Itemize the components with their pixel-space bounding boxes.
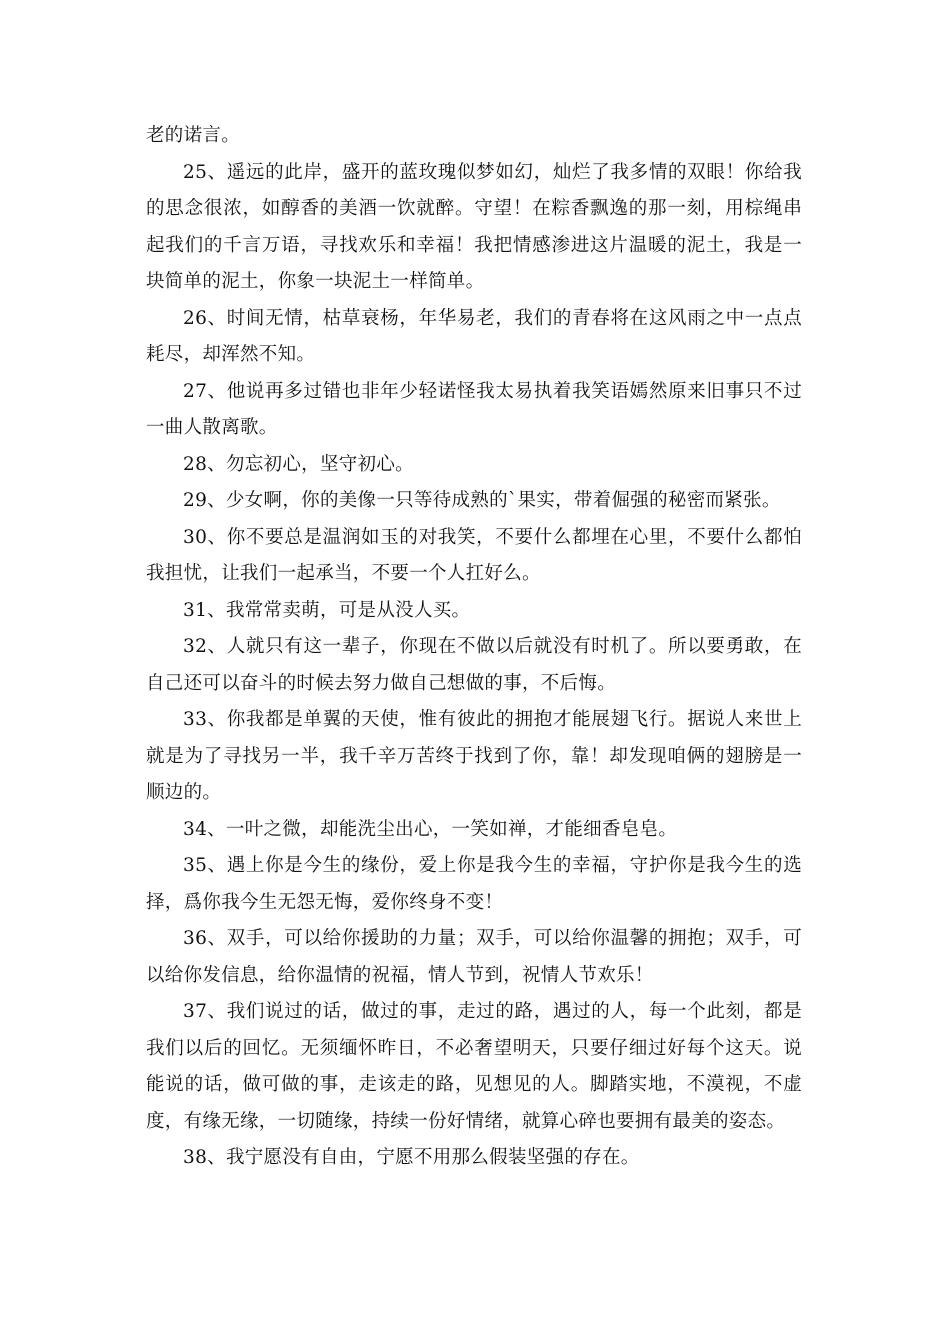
paragraph-continuation: 老的诺言。	[146, 125, 241, 146]
paragraph-31: 31、我常常卖萌，可是从没人买。	[183, 599, 471, 621]
paragraph-34: 34、一叶之微，却能洗尘出心，一笑如禅，才能细香皂皂。	[183, 818, 678, 840]
paragraph-29: 29、少女啊，你的美像一只等待成熟的`果实，带着倔强的秘密而紧张。	[183, 490, 781, 511]
paragraph-30: 30、你不要总是温润如玉的对我笑，不要什么都埋在心里，不要什么都怕我担忧，让我们一起承当，不要一个人扛好么。	[146, 526, 802, 584]
paragraph-36: 36、双手，可以给你援助的力量；双手，可以给你温馨的拥抱；双手，可以给你发信息，给你温情的祝福，情人节到，祝情人节欢乐！	[146, 928, 802, 986]
paragraph-32: 32、人就只有这一辈子，你现在不做以后就没有时机了。所以要勇敢，在自己还可以奋斗的时候去努力做自己想做的事，不后悔。	[146, 636, 802, 694]
paragraph-25: 25、遥远的此岸，盛开的蓝玫瑰似梦如幻，灿烂了我多情的双眼！你给我的思念很浓，如醇香的美酒一饮就醉。守望！在粽香飘逸的那一刻，用棕绳串起我们的千言万语，寻找欢乐和幸福！我把情感渗进这片温暖的泥土，我是一块简单的泥土，你象一块泥土一样简单。	[146, 161, 802, 292]
paragraph-33: 33、你我都是单翼的天使，惟有彼此的拥抱才能展翅飞行。据说人来世上就是为了寻找另一半，我千辛万苦终于找到了你，靠！却发现咱俩的翅膀是一顺边的。	[146, 709, 802, 803]
document-body	[146, 118, 802, 1177]
paragraph-35: 35、遇上你是今生的缘份，爱上你是我今生的幸福，守护你是我今生的选择，爲你我今生无怨无悔，爱你终身不变！	[146, 855, 802, 913]
paragraph-28: 28、勿忘初心，坚守初心。	[183, 453, 414, 475]
paragraph-37: 37、我们说过的话，做过的事，走过的路，遇过的人，每一个此刻，都是我们以后的回忆。无须缅怀昨日，不必奢望明天，只要仔细过好每个这天。说能说的话，做可做的事，走该走的路，见想见的人。脚踏实地，不漠视，不虚度，有缘无缘，一切随缘，持续一份好情绪，就算心碎也要拥有最美的姿态。	[146, 1001, 802, 1132]
paragraph-26: 26、时间无情，枯草衰杨，年华易老，我们的青春将在这风雨之中一点点耗尽，却浑然不知。	[146, 307, 802, 365]
paragraph-27: 27、他说再多过错也非年少轻诺怪我太易执着我笑语嫣然原来旧事只不过一曲人散离歌。	[146, 380, 802, 438]
paragraph-38: 38、我宁愿没有自由，宁愿不用那么假装坚强的存在。	[183, 1147, 640, 1168]
